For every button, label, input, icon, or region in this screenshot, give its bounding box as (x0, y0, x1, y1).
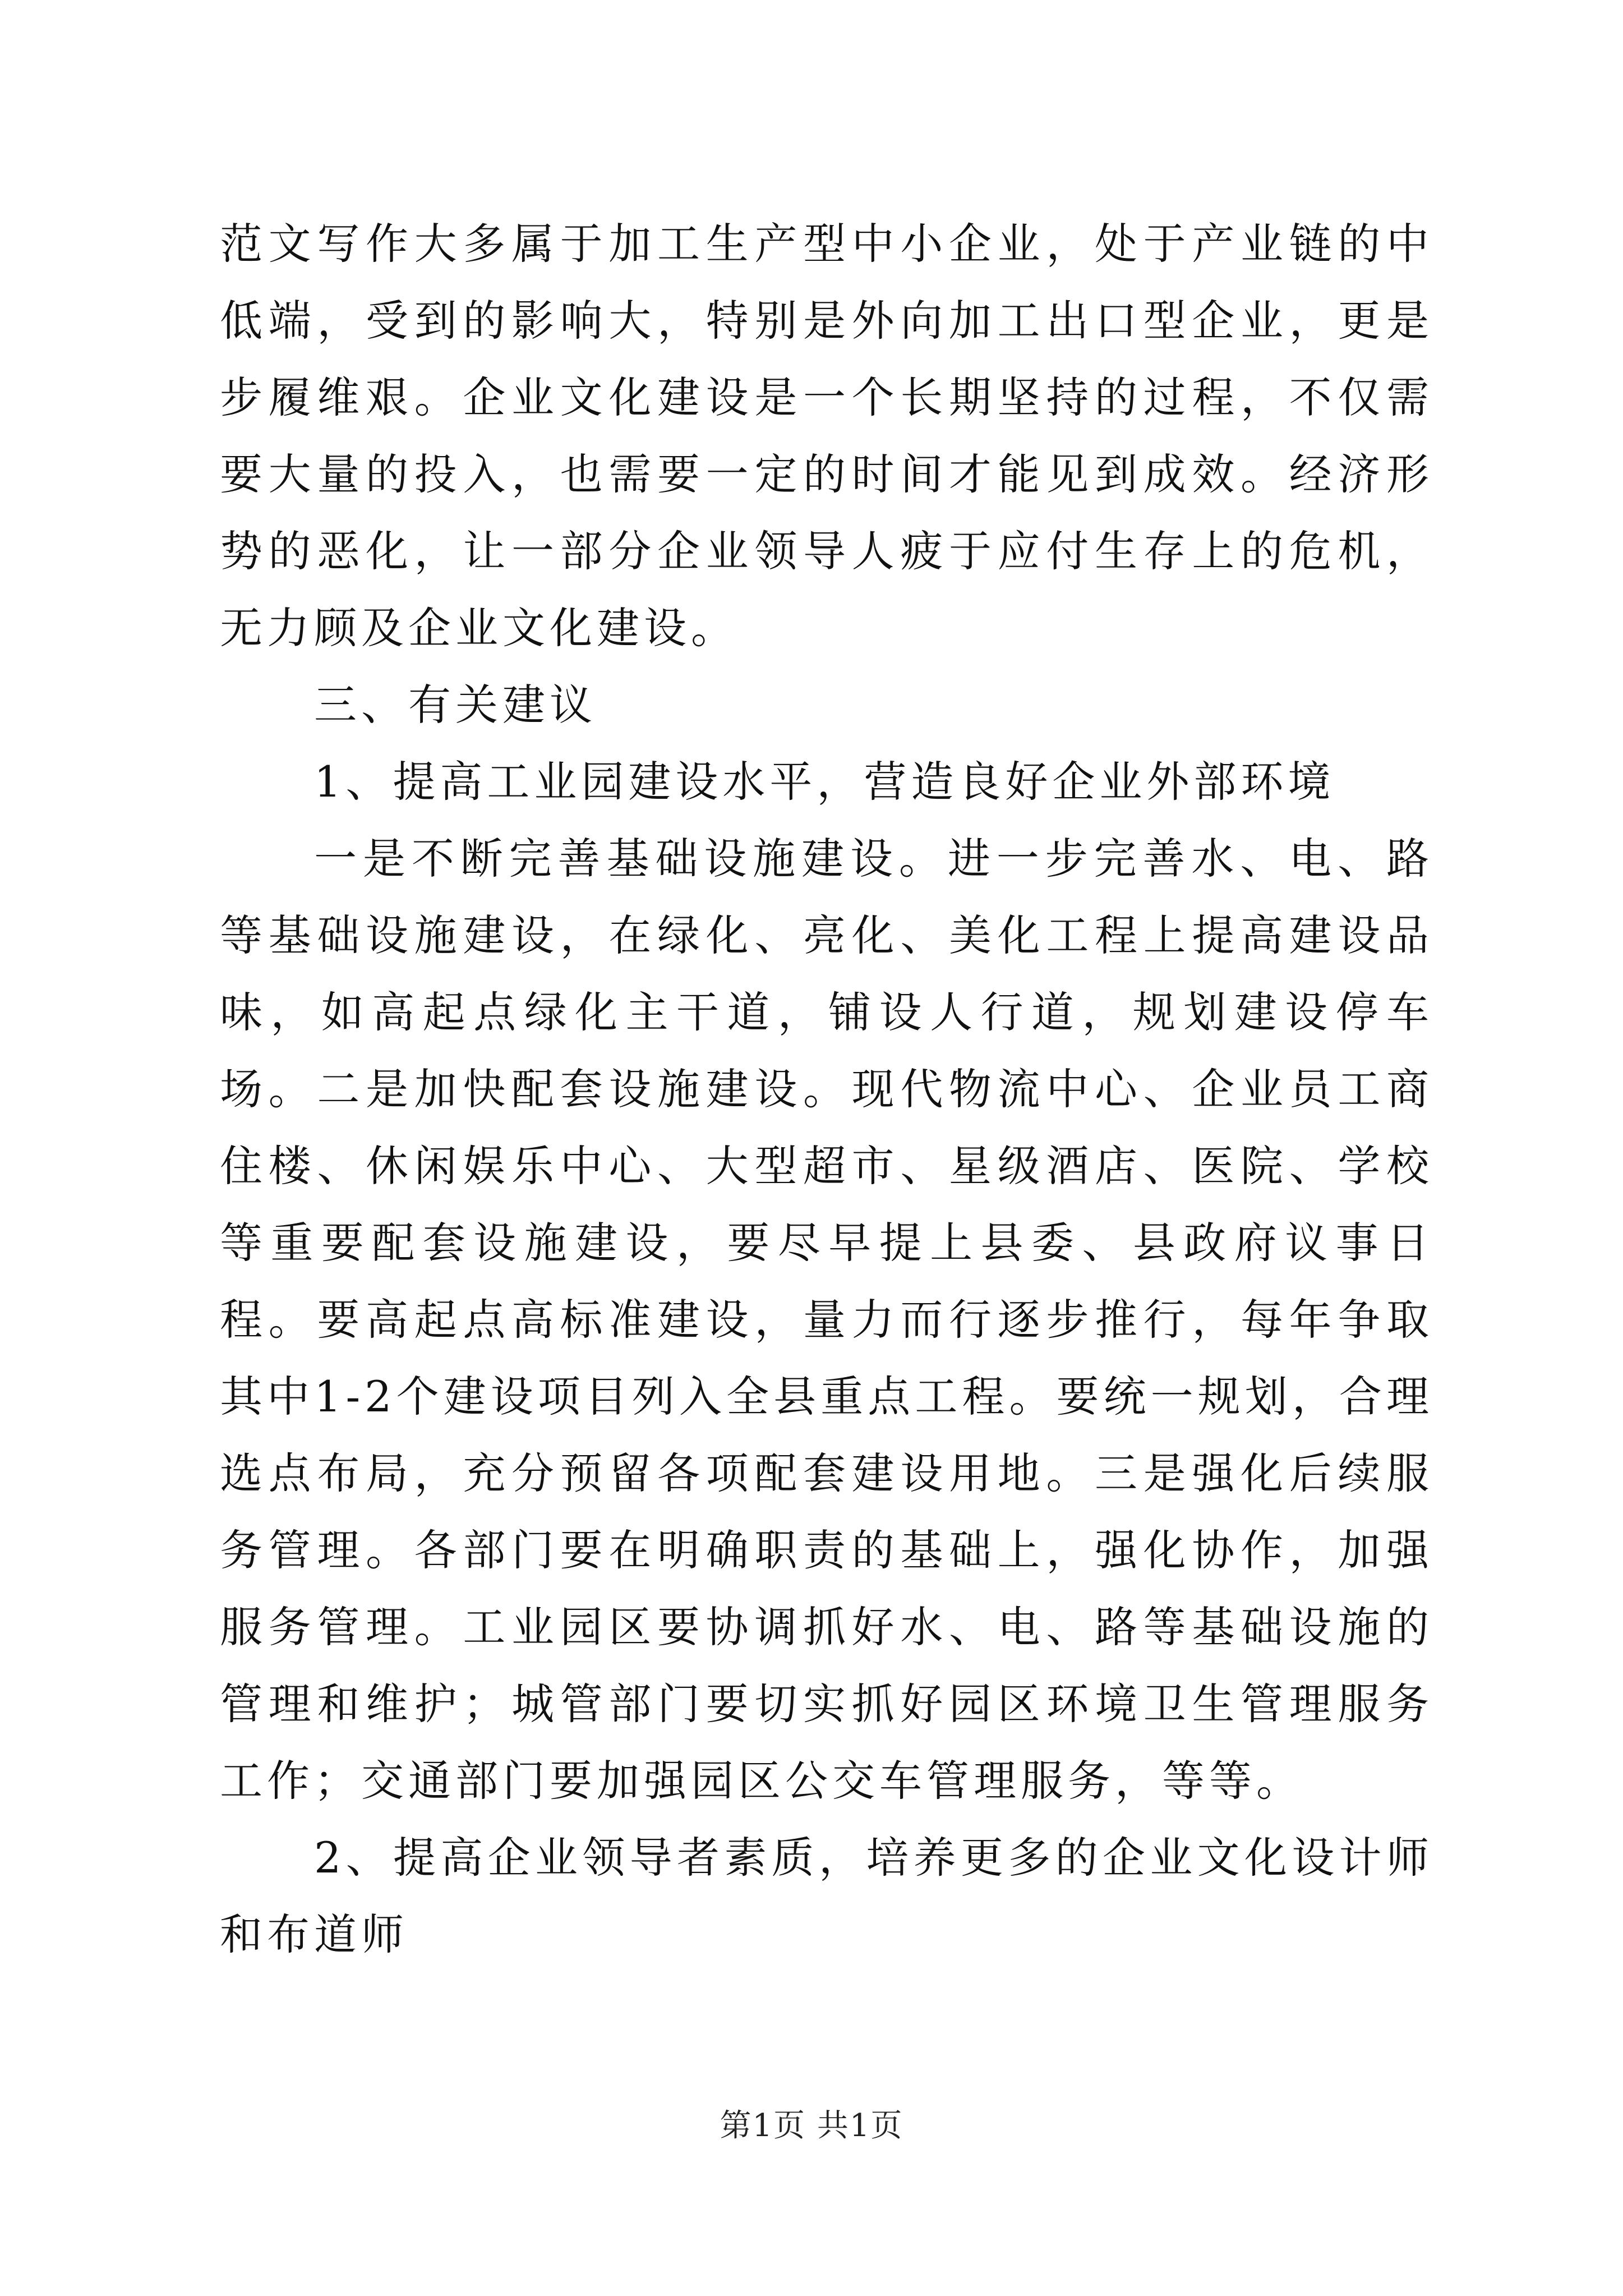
document-body (220, 205, 1433, 1973)
subheading-leadership: 2、提高企业领导者素质，培养更多的企业文化设计师和布道师 (220, 1833, 1433, 1959)
paragraph-infrastructure: 一是不断完善基础设施建设。进一步完善水、电、路等基础设施建设，在绿化、亮化、美化工程上提高建设品味，如高起点绿化主干道，铺设人行道，规划建设停车场。二是加快配套设施建设。现代物流中心、企业员工商住楼、休闲娱乐中心、大型超市、星级酒店、医院、学校等重要配套设施建设，要尽早提上县委、县政府议事日程。要高起点高标准建设，量力而行逐步推行，每年争取其中1-2个建设项目列入全县重点工程。要统一规划，合理选点布局，充分预留各项配套建设用地。三是强化后续服务管理。各部门要在明确职责的基础上，强化协作，加强服务管理。工业园区要协调抓好水、电、路等基础设施的管理和维护；城管部门要切实抓好园区环境卫生管理服务工作；交通部门要加强园区公交车管理服务，等等。 (220, 834, 1433, 1806)
page-footer: 第1页 共1页 (720, 2108, 903, 2144)
subheading-industrial-park: 1、提高工业园建设水平，营造良好企业外部环境 (314, 757, 1335, 807)
paragraph-continuation: 范文写作大多属于加工生产型中小企业，处于产业链的中低端，受到的影响大，特别是外向加工出口型企业，更是步履维艰。企业文化建设是一个长期坚持的过程，不仅需要大量的投入，也需要一定的时间才能见到成效。经济形势的恶化，让一部分企业领导人疲于应付生存上的危机，无力顾及企业文化建设。 (220, 219, 1433, 653)
section-heading-suggestions: 三、有关建议 (314, 680, 597, 730)
